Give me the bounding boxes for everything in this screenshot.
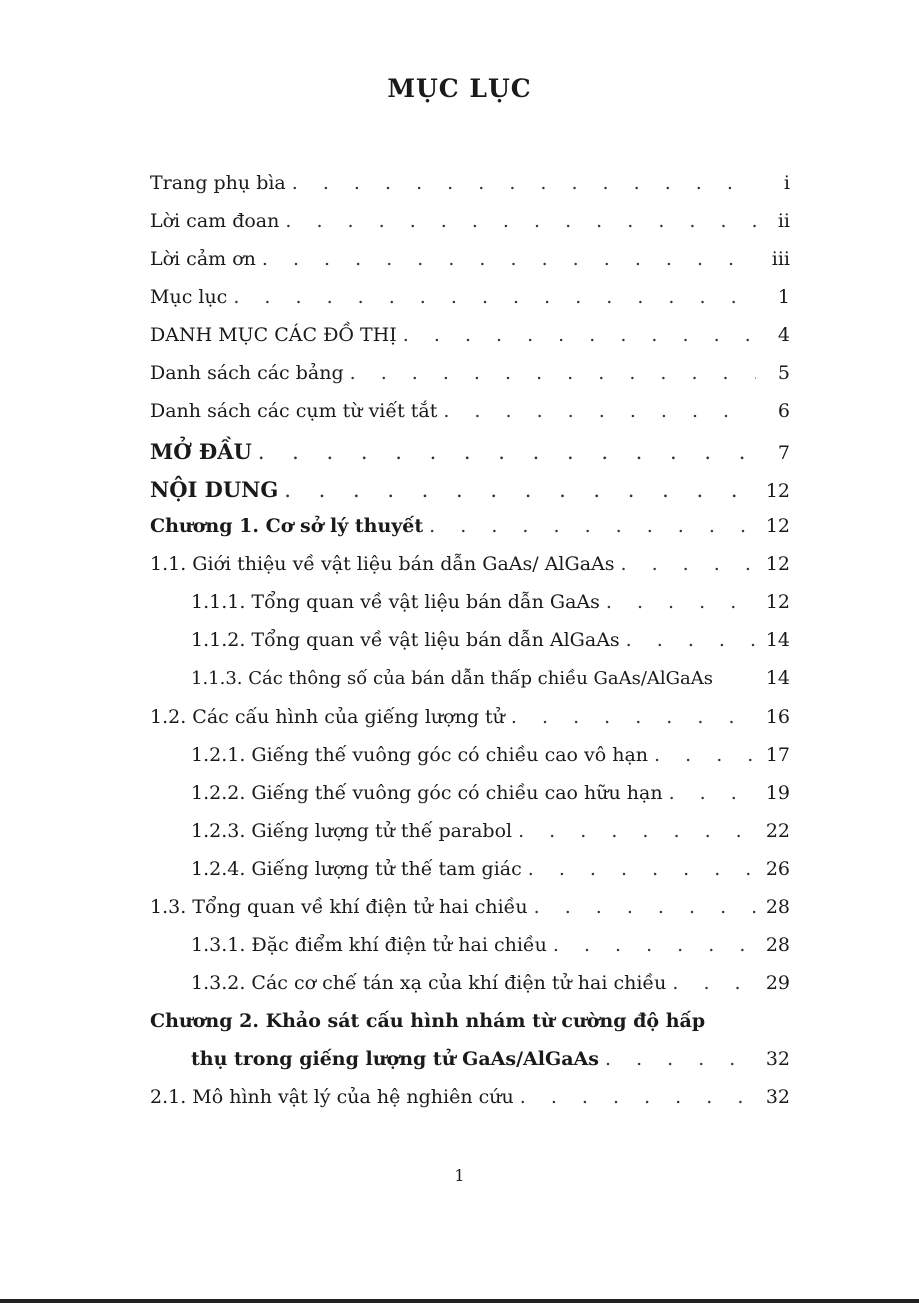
toc-entry-label: 2.1. Mô hình vật lý của hệ nghiên cứu [150,1086,514,1108]
toc-entry-1-2[interactable] [150,706,790,744]
toc-page-number: 5 [777,362,790,384]
toc-entry-1-1[interactable] [150,553,790,591]
toc-entry-1-2-3[interactable] [150,820,790,858]
toc-page-number: 12 [765,553,790,575]
toc-entry-label: Danh sách các bảng [150,362,344,384]
toc-entry-1-2-4[interactable] [150,858,790,896]
toc-page-number: 16 [765,706,790,728]
toc-entry-1-1-3[interactable] [150,667,790,706]
toc-page-number: 26 [765,858,790,880]
toc-entry-danh-sach-bang[interactable] [150,362,790,400]
toc-entry-label: 1.1.2. Tổng quan về vật liệu bán dẫn AlGaAs [191,629,620,651]
toc-entry-label: 1.2. Các cấu hình của giếng lượng tử [150,706,505,728]
toc-entry-label: 1.2.1. Giếng thế vuông góc có chiều cao vô hạn [191,744,649,766]
toc-entry-label: Mục lục [150,286,228,308]
toc-leader-dots [258,440,756,464]
toc-entry-mo-dau[interactable] [150,439,790,477]
toc-leader-dots [621,553,757,575]
toc-entry-label: MỞ ĐẦU [150,439,252,464]
toc-leader-dots [605,1048,756,1070]
toc-entry-1-2-1[interactable] [150,744,790,782]
toc-entry-label: Lời cam đoan [150,210,280,232]
toc-leader-dots [520,1086,756,1108]
toc-leader-dots [285,210,756,232]
toc-leader-dots [518,820,756,842]
toc-entry-chuong-2[interactable] [150,1010,790,1086]
toc-entry-trang-phu-bia[interactable] [150,172,790,210]
toc-entry-1-1-2[interactable] [150,629,790,667]
toc-page-number: 19 [765,782,790,804]
toc-leader-dots [553,934,756,956]
toc-leader-dots [626,629,756,651]
toc-entry-label: 1.2.4. Giếng lượng tử thế tam giác [191,858,522,880]
toc-page-number: 12 [765,515,790,537]
toc-leader-dots [233,286,756,308]
toc-entry-loi-cam-doan[interactable] [150,210,790,248]
toc-entry-1-3-1[interactable] [150,934,790,972]
toc-leader-dots [403,324,756,346]
toc-leader-dots [669,782,756,804]
toc-page-number: 32 [765,1048,790,1070]
toc-page-number: 14 [765,667,790,689]
toc-leader-dots [654,744,756,766]
toc-entry-label: 1.3.2. Các cơ chế tán xạ của khí điện tử hai chiều [191,972,667,994]
toc-leader-dots [262,248,756,270]
toc-entry-label: DANH MỤC CÁC ĐỒ THỊ [150,324,397,346]
toc-page-number: 28 [765,896,790,918]
toc-page-number: 6 [777,400,790,422]
page-title: MỤC LỤC [387,74,532,103]
toc-leader-dots [429,515,756,537]
toc-entry-1-3[interactable] [150,896,790,934]
toc-leader-dots [511,706,756,728]
toc-page-number: 22 [765,820,790,842]
toc-entry-label-line-1: Chương 2. Khảo sát cấu hình nhám từ cường độ hấp [150,1010,706,1032]
toc-page-number: 12 [765,480,790,502]
toc-entry-label: Chương 1. Cơ sở lý thuyết [150,515,424,537]
toc-entry-label: Danh sách các cụm từ viết tắt [150,400,438,422]
toc-entry-2-1[interactable] [150,1086,790,1124]
toc-page-number: 17 [765,744,790,766]
toc-page-number: 7 [777,442,790,464]
toc-leader-dots [350,362,756,384]
toc-leader-dots [443,400,756,422]
toc-entry-label: 1.1. Giới thiệu về vật liệu bán dẫn GaAs/ AlGaAs [150,553,615,575]
toc-entry-label: 1.2.2. Giếng thế vuông góc có chiều cao hữu hạn [191,782,663,804]
toc-leader-dots [672,972,756,994]
toc-entry-label: 1.3. Tổng quan về khí điện tử hai chiều [150,896,528,918]
toc-leader-dots [534,896,756,918]
toc-entry-label: 1.3.1. Đặc điểm khí điện tử hai chiều [191,934,547,956]
toc-leader-dots [528,858,756,880]
toc-entry-1-2-2[interactable] [150,782,790,820]
toc-entry-1-3-2[interactable] [150,972,790,1010]
toc-page-number: 4 [777,324,790,346]
toc-entry-loi-cam-on[interactable] [150,248,790,286]
toc-entry-danh-sach-viet-tat[interactable] [150,400,790,439]
toc-leader-dots [284,478,756,502]
toc-page-number: 28 [765,934,790,956]
toc-entry-label: 1.2.3. Giếng lượng tử thế parabol [191,820,513,842]
toc-page-number: iii [771,248,790,270]
toc-entry-noi-dung[interactable] [150,477,790,515]
toc-entry-chuong-2-line-2 [150,1048,790,1086]
toc-page-number: 1 [777,286,790,308]
toc-entry-label-line-2: thụ trong giếng lượng tử GaAs/AlGaAs [191,1048,599,1070]
toc-entry-1-1-1[interactable] [150,591,790,629]
table-of-contents [150,172,790,1124]
toc-page-number: ii [777,210,790,232]
toc-entry-label: 1.1.1. Tổng quan về vật liệu bán dẫn GaAs [191,591,600,613]
toc-page-number: 29 [765,972,790,994]
toc-entry-label: Lời cảm ơn [150,248,256,270]
toc-entry-label: Trang phụ bìa [150,172,286,194]
page-number-footer: 1 [454,1166,465,1185]
toc-entry-muc-luc[interactable] [150,286,790,324]
toc-entry-chuong-1[interactable] [150,515,790,553]
toc-page-number: 14 [765,629,790,651]
toc-entry-label: 1.1.3. Các thông số của bán dẫn thấp chiều GaAs/AlGaAs [191,668,714,689]
toc-page-number: i [783,172,790,194]
toc-entry-label: NỘI DUNG [150,477,279,502]
bottom-divider [0,1299,919,1303]
toc-leader-dots [292,172,756,194]
toc-entry-danh-muc-do-thi[interactable] [150,324,790,362]
toc-page-number: 12 [765,591,790,613]
toc-leader-dots [606,591,756,613]
toc-page-number: 32 [765,1086,790,1108]
